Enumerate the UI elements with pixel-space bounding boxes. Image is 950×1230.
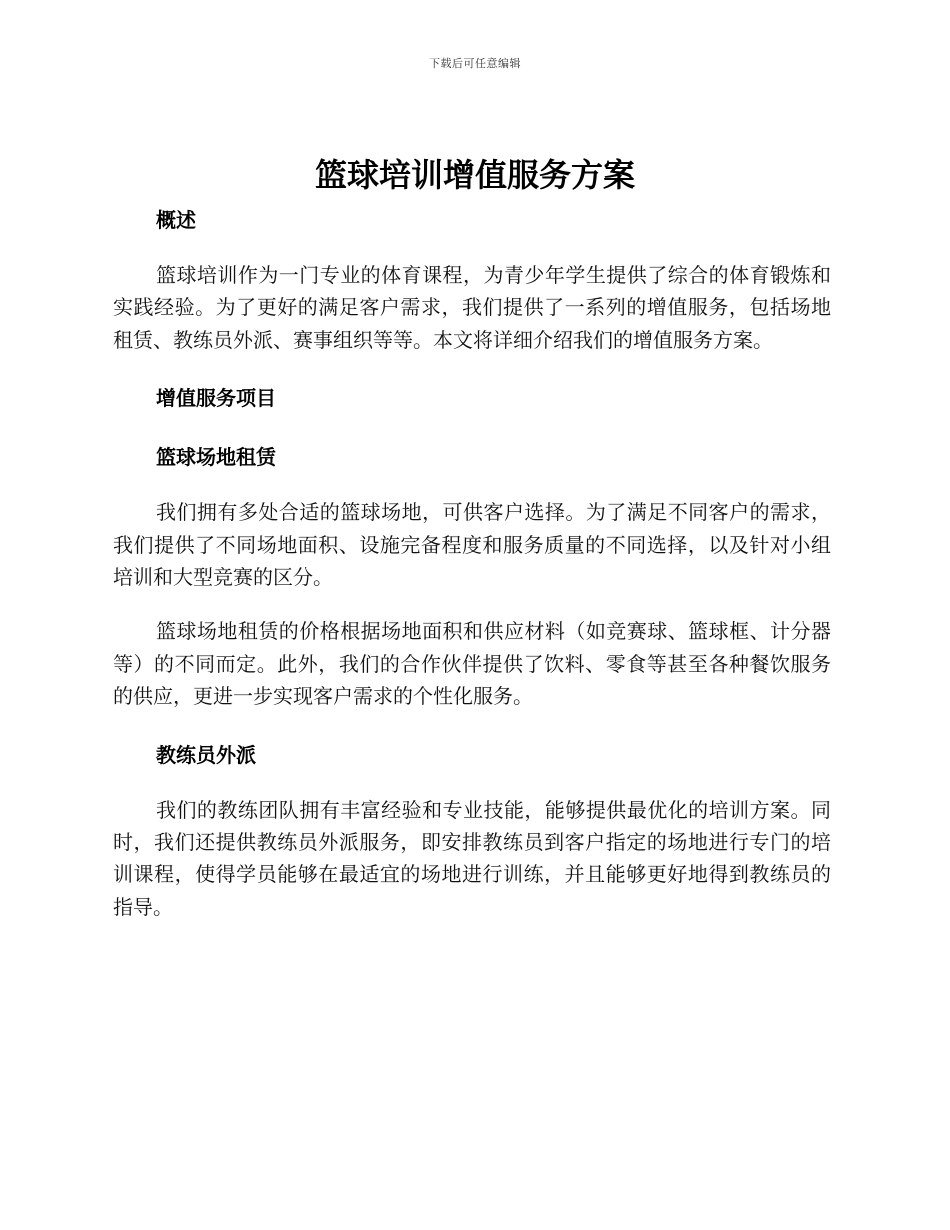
section-heading-services: 增值服务项目 (156, 386, 276, 411)
section-heading-coach-dispatch: 教练员外派 (156, 742, 256, 767)
paragraph-coach-dispatch: 我们的教练团队拥有丰富经验和专业技能，能够提供最优化的培训方案。同时，我们还提供教练员外派服务，即安排教练员到客户指定的场地进行专门的培训课程，使得学员能够在最适宜的场地进行训练，并且能够更好地得到教练员的指导。 (113, 797, 831, 919)
section-heading-overview: 概述 (156, 208, 196, 232)
paragraph-venue-rental-2: 篮球场地租赁的价格根据场地面积和供应材料（如竞赛球、篮球框、计分器等）的不同而定。此外，我们的合作伙伴提供了饮料、零食等甚至各种餐饮服务的供应，更进一步实现客户需求的个性化服务。 (113, 619, 831, 709)
paragraph-overview: 篮球培训作为一门专业的体育课程，为青少年学生提供了综合的体育锻炼和实践经验。为了更好的满足客户需求，我们提供了一系列的增值服务，包括场地租赁、教练员外派、赛事组织等等。本文将详细介绍我们的增值服务方案。 (113, 263, 831, 352)
header-note: 下载后可任意编辑 (429, 57, 521, 70)
paragraph-venue-rental-1: 我们拥有多处合适的篮球场地，可供客户选择。为了满足不同客户的需求，我们提供了不同场地面积、设施完备程度和服务质量的不同选择，以及针对小组培训和大型竞赛的区分。 (113, 500, 831, 590)
document-title: 篮球培训增值服务方案 (314, 156, 635, 194)
section-heading-venue-rental: 篮球场地租赁 (156, 445, 276, 470)
document-body (113, 200, 831, 923)
